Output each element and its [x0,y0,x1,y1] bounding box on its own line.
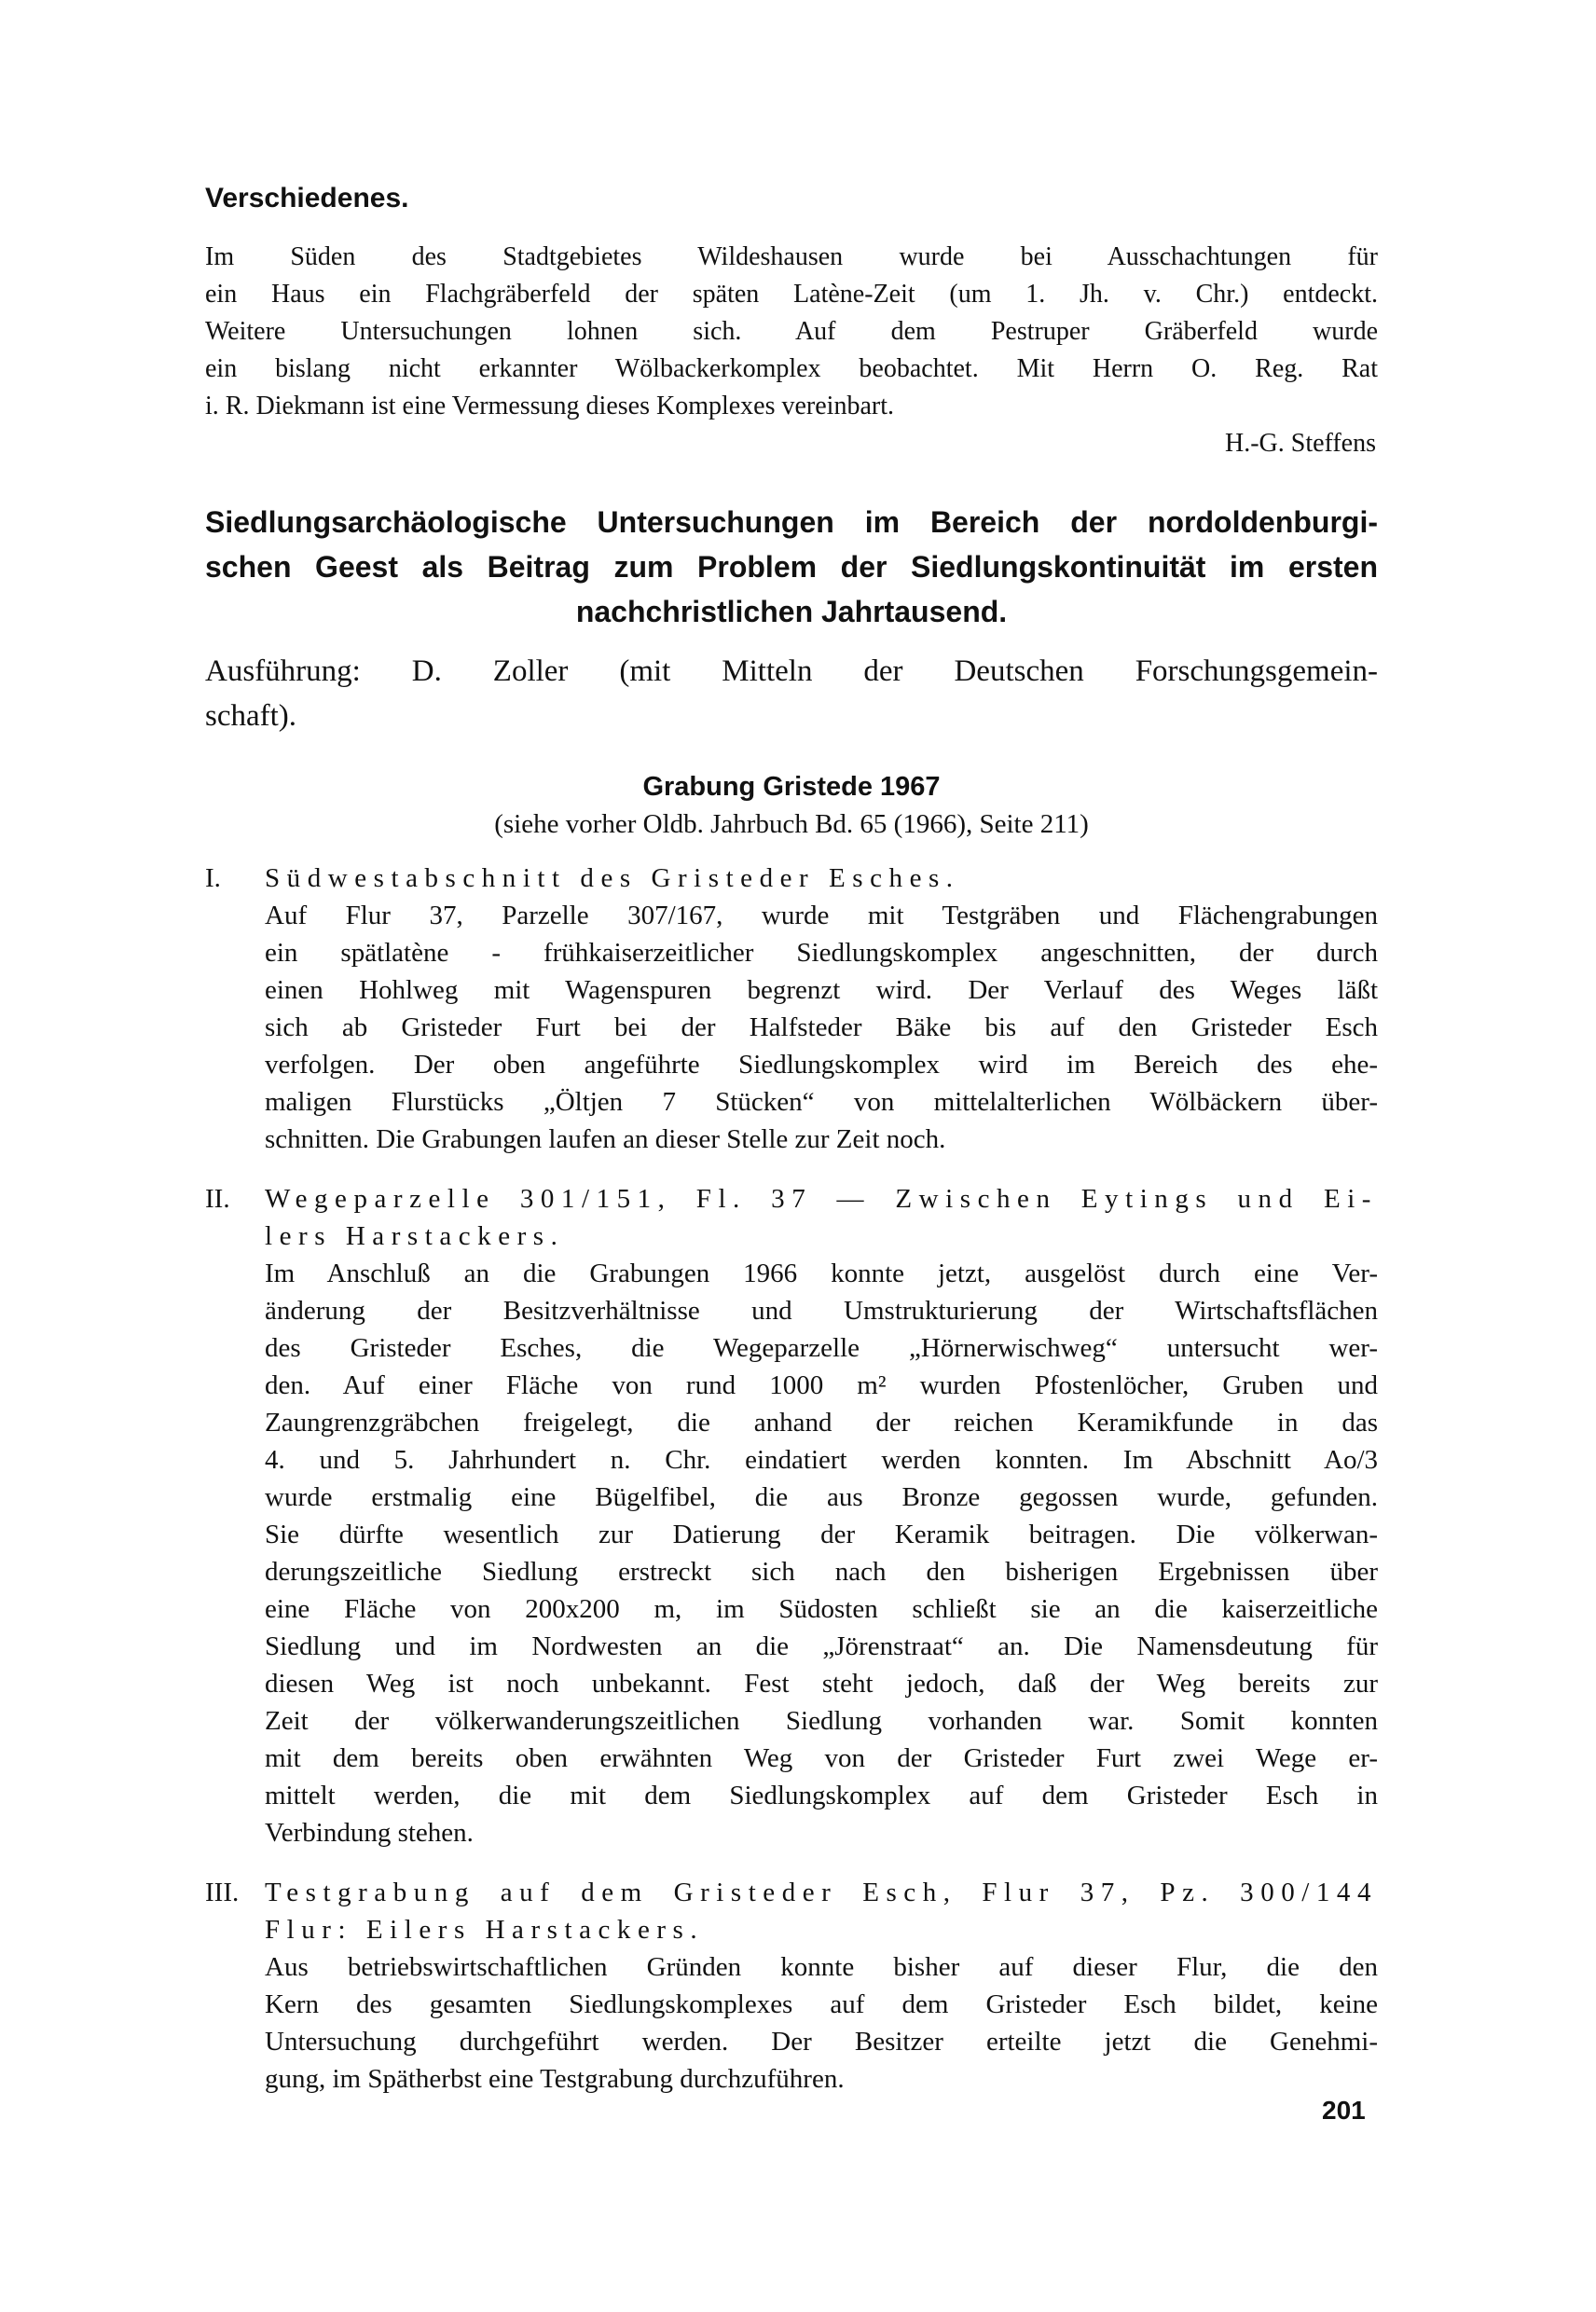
intro-line: Im Süden des Stadtgebietes Wildeshausen wurde bei Ausschachtungen für [205,242,1378,271]
report-item-1 [205,860,1378,1158]
item-line: diesen Weg ist noch unbekannt. Fest steht jedoch, daß der Weg bereits zur [265,1669,1378,1699]
excavation-header [205,768,1378,843]
item-line: Untersuchung durchgeführt werden. Der Besitzer erteilte jetzt die Genehmi- [265,2027,1378,2057]
item-line: änderung der Besitzverhältnisse und Umstrukturierung der Wirtschaftsflächen [265,1296,1378,1326]
report-item-3 [205,1874,1378,2098]
item-line: Im Anschluß an die Grabungen 1966 konnte jetzt, ausgelöst durch eine Ver- [265,1259,1378,1288]
item-line: gung, im Spätherbst eine Testgrabung durchzuführen. [265,2064,845,2094]
item-heading: Flur: Eilers Harstackers. [265,1915,705,1945]
execution-note [205,649,1378,738]
execution-line: Ausführung: D. Zoller (mit Mitteln der Deutschen Forschungsgemein- [205,654,1378,688]
article-title-line: nachchristlichen Jahrtausend. [575,595,1008,628]
section-heading: Verschiedenes. [205,183,409,213]
item-heading: Wegeparzelle 301/151, Fl. 37 — Zwischen Eytings und Ei- [265,1184,1378,1214]
item-line: Zaungrenzgräbchen freigelegt, die anhand der reichen Keramikfunde in das [265,1408,1378,1438]
item-heading: Südwestabschnitt des Gristeder Esches. [265,863,960,893]
intro-line: ein Haus ein Flachgräberfeld der späten Latène-Zeit (um 1. Jh. v. Chr.) entdeckt. [205,280,1378,309]
item-line: 4. und 5. Jahrhundert n. Chr. eindatiert werden konnten. Im Abschnitt Ao/3 [265,1445,1378,1475]
item-line: ein spätlatène - frühkaiserzeitlicher Siedlungskomplex angeschnitten, der durch [265,938,1378,968]
item-line: wurde erstmalig eine Bügelfibel, die aus Bronze gegossen wurde, gefunden. [265,1482,1378,1512]
article-title [205,500,1378,634]
intro-line: Weitere Untersuchungen lohnen sich. Auf dem Pestruper Gräberfeld wurde [205,317,1378,346]
item-line: verfolgen. Der oben angeführte Siedlungskomplex wird im Bereich des ehe- [265,1050,1378,1080]
document-page [205,183,1378,2098]
item-line: des Gristeder Esches, die Wegeparzelle „Hörnerwischweg“ untersucht wer- [265,1333,1378,1363]
page-number: 201 [1322,2096,1366,2125]
article-title-line: schen Geest als Beitrag zum Problem der Siedlungskontinuität im ersten [205,550,1378,584]
item-heading: lers Harstackers. [265,1221,565,1251]
item-line: mit dem bereits oben erwähnten Weg von der Gristeder Furt zwei Wege er- [265,1743,1378,1773]
intro-line: ein bislang nicht erkannter Wölbackerkomplex beobachtet. Mit Herrn O. Reg. Rat [205,354,1378,383]
item-line: Verbindung stehen. [265,1818,474,1848]
item-line: den. Auf einer Fläche von rund 1000 m² wurden Pfostenlöcher, Gruben und [265,1370,1378,1400]
execution-line: schaft). [205,699,297,733]
item-line: eine Fläche von 200x200 m, im Südosten schließt sie an die kaiserzeitliche [265,1594,1378,1624]
item-line: Zeit der völkerwanderungszeitlichen Siedlung vorhanden war. Somit konnten [265,1706,1378,1736]
item-line: Kern des gesamten Siedlungskomplexes auf dem Gristeder Esch bildet, keine [265,1989,1378,2019]
item-line: Aus betriebswirtschaftlichen Gründen konnte bisher auf dieser Flur, die den [265,1952,1378,1982]
excavation-title: Grabung Gristede 1967 [642,772,941,802]
item-line: mittelt werden, die mit dem Siedlungskomplex auf dem Gristeder Esch in [265,1781,1378,1810]
item-number: I. [205,863,221,893]
item-line: Auf Flur 37, Parzelle 307/167, wurde mit Testgräben und Flächengrabungen [265,901,1378,930]
item-line: sich ab Gristeder Furt bei der Halfsteder Bäke bis auf den Gristeder Esch [265,1012,1378,1042]
item-line: derungszeitliche Siedlung erstreckt sich nach den bisherigen Ergebnissen über [265,1557,1378,1587]
intro-line: i. R. Diekmann ist eine Vermessung dieses Komplexes vereinbart. [205,392,894,420]
item-line: maligen Flurstücks „Öltjen 7 Stücken“ von mittelalterlichen Wölbäckern über- [265,1087,1378,1117]
report-item-2 [205,1180,1378,1851]
intro-paragraph [205,239,1378,425]
article-title-line: Siedlungsarchäologische Untersuchungen im Bereich der nordoldenburgi- [205,505,1378,539]
item-number: III. [205,1878,240,1907]
item-line: Sie dürfte wesentlich zur Datierung der Keramik beitragen. Die völkerwan- [265,1520,1378,1549]
item-heading: Testgrabung auf dem Gristeder Esch, Flur 37, Pz. 300/144 [265,1878,1378,1907]
item-line: einen Hohlweg mit Wagenspuren begrenzt wird. Der Verlauf des Weges läßt [265,975,1378,1005]
item-number: II. [205,1184,230,1214]
item-line: Siedlung und im Nordwesten an die „Jörenstraat“ an. Die Namensdeutung für [265,1631,1378,1661]
item-line: schnitten. Die Grabungen laufen an dieser Stelle zur Zeit noch. [265,1124,946,1154]
excavation-reference: (siehe vorher Oldb. Jahrbuch Bd. 65 (1966), Seite 211) [494,809,1089,839]
author-signature: H.-G. Steffens [1224,429,1376,458]
